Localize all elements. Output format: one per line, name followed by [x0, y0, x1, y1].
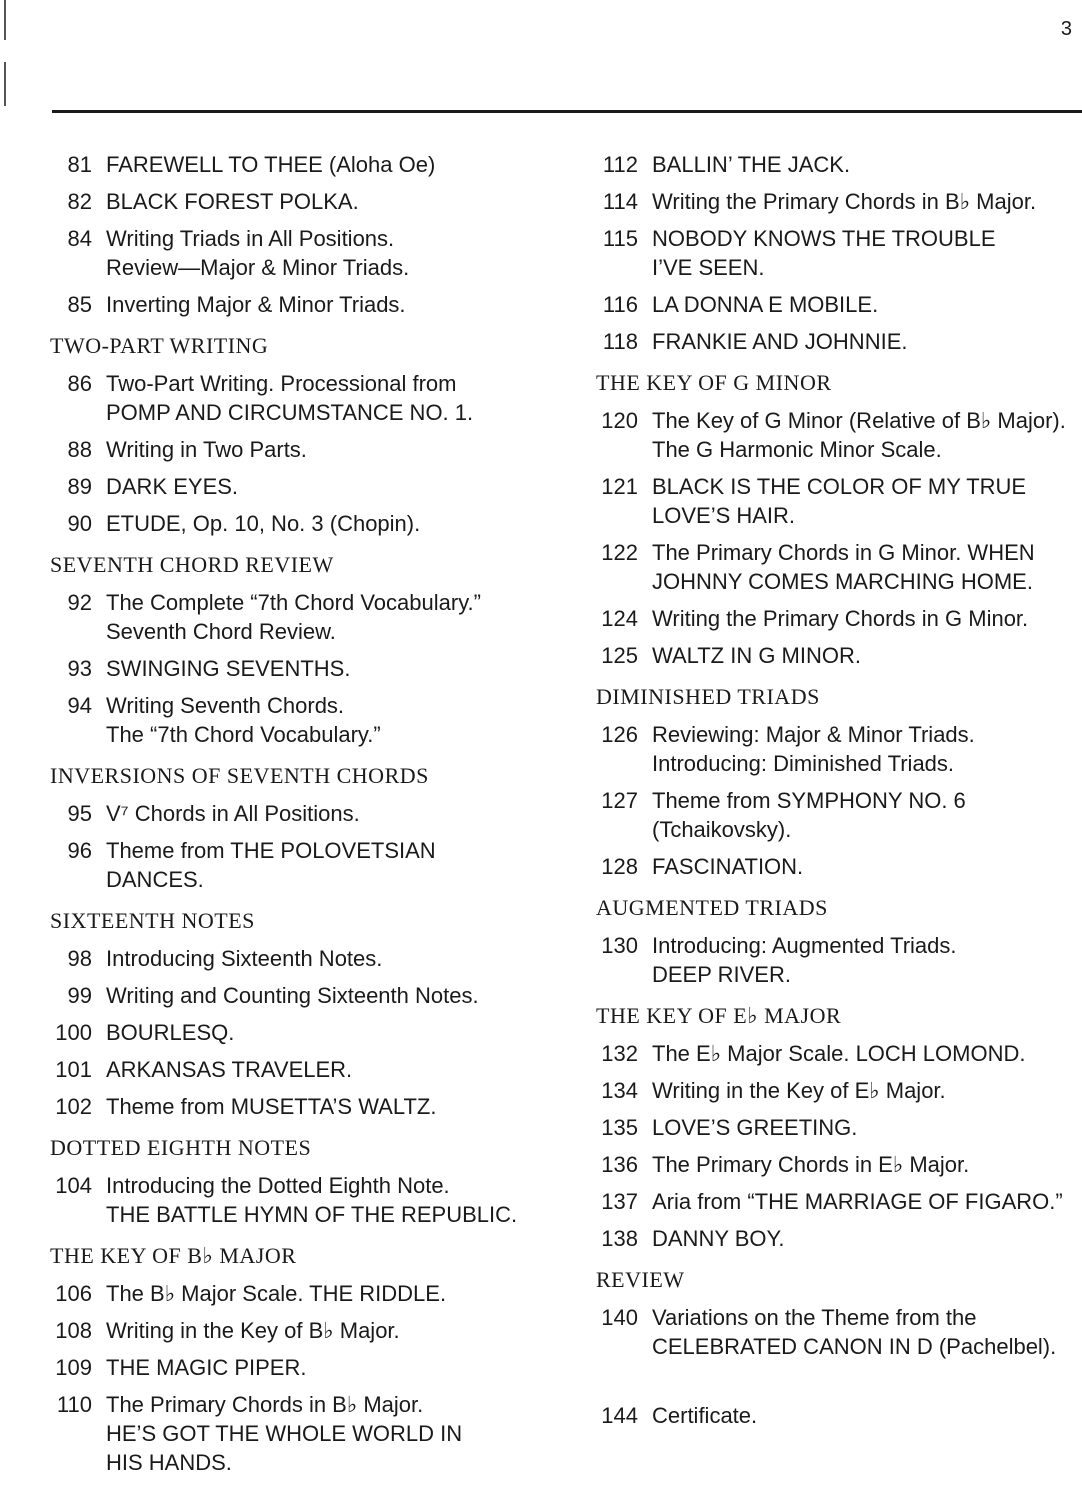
- entry-title: FAREWELL TO THEE (Aloha Oe): [106, 152, 436, 177]
- toc-entry: [50, 944, 560, 973]
- toc-entry: [50, 1353, 560, 1382]
- page-ref-number: 106: [55, 1281, 92, 1306]
- entry-title: The Primary Chords in E♭ Major.: [652, 1152, 970, 1177]
- section-heading: REVIEW: [596, 1267, 685, 1292]
- page-ref-number: 114: [602, 189, 638, 214]
- page-ref-number: 90: [67, 511, 92, 536]
- toc-entry: [50, 1390, 560, 1477]
- page-ref-number: 127: [601, 788, 638, 813]
- toc-entry: [50, 472, 560, 501]
- toc-entry: [596, 1224, 1082, 1253]
- toc-entry: [596, 327, 1082, 356]
- page-ref-number: 134: [601, 1078, 638, 1103]
- page-ref-number: 108: [55, 1318, 92, 1343]
- entry-title: DANNY BOY.: [652, 1226, 785, 1251]
- entry-title: SWINGING SEVENTHS.: [106, 656, 351, 681]
- page-ref-number: 115: [602, 226, 638, 251]
- toc-left-column: [50, 150, 560, 1485]
- entry-title: LOVE’S GREETING.: [652, 1115, 858, 1140]
- toc-entry: [596, 290, 1082, 319]
- page-ref-number: 96: [67, 838, 92, 863]
- page-ref-number: 126: [601, 722, 638, 747]
- toc-entry: [50, 836, 560, 894]
- entry-title: BALLIN’ THE JACK.: [652, 152, 851, 177]
- page-ref-number: 89: [67, 474, 92, 499]
- toc-entry: [596, 538, 1082, 596]
- entry-title: BLACK IS THE COLOR OF MY TRUE LOVE’S HAIR.: [652, 474, 1027, 528]
- page-ref-number: 93: [67, 656, 92, 681]
- toc-entry: [596, 931, 1082, 989]
- section-heading: DOTTED EIGHTH NOTES: [50, 1135, 312, 1160]
- entry-title: The E♭ Major Scale. LOCH LOMOND.: [652, 1041, 1026, 1066]
- section-heading: AUGMENTED TRIADS: [596, 895, 828, 920]
- page-ref-number: 88: [67, 437, 92, 462]
- page-ref-number: 85: [67, 292, 92, 317]
- entry-title: BOURLESQ.: [106, 1020, 235, 1045]
- page-ref-number: 112: [602, 152, 638, 177]
- entry-title: Writing Seventh Chords. The “7th Chord Vocabulary.”: [106, 693, 381, 747]
- entry-title: WALTZ IN G MINOR.: [652, 643, 861, 668]
- toc-entry: [596, 852, 1082, 881]
- entry-title: Theme from SYMPHONY NO. 6 (Tchaikovsky).: [652, 788, 966, 842]
- entry-title: Writing in the Key of B♭ Major.: [106, 1318, 400, 1343]
- entry-title: BLACK FOREST POLKA.: [106, 189, 359, 214]
- page-ref-number: 86: [67, 371, 92, 396]
- scan-edge-mark: [4, 0, 6, 40]
- toc-entry: [50, 1316, 560, 1345]
- toc-entry: [50, 1055, 560, 1084]
- entry-title: Theme from THE POLOVETSIAN DANCES.: [106, 838, 436, 892]
- toc-entry: [596, 604, 1082, 633]
- toc-entry: [596, 1113, 1082, 1142]
- entry-title: Reviewing: Major & Minor Triads. Introducing: Diminished Triads.: [652, 722, 975, 776]
- toc-entry: [50, 981, 560, 1010]
- section-heading: SEVENTH CHORD REVIEW: [50, 552, 334, 577]
- entry-title: The Primary Chords in B♭ Major. HE’S GOT THE WHOLE WORLD IN HIS HANDS.: [106, 1392, 463, 1475]
- toc-entry: [50, 1171, 560, 1229]
- spacer: [596, 1369, 1082, 1401]
- header-rule: [52, 110, 1082, 113]
- page-ref-number: 102: [55, 1094, 92, 1119]
- entry-title: THE MAGIC PIPER.: [106, 1355, 307, 1380]
- page-ref-number: 116: [602, 292, 638, 317]
- page-ref-number: 99: [67, 983, 92, 1008]
- toc-entry: [50, 509, 560, 538]
- page-ref-number: 82: [67, 189, 92, 214]
- toc-entry: [50, 290, 560, 319]
- scan-edge-mark: [4, 62, 6, 106]
- toc-entry: [596, 150, 1082, 179]
- entry-title: Inverting Major & Minor Triads.: [106, 292, 406, 317]
- toc-entry: [50, 799, 560, 828]
- page-ref-number: 121: [601, 474, 638, 499]
- toc-entry: [50, 224, 560, 282]
- toc-entry: [596, 1401, 1082, 1430]
- toc-entry: [50, 435, 560, 464]
- entry-title: ETUDE, Op. 10, No. 3 (Chopin).: [106, 511, 421, 536]
- entry-title: Introducing Sixteenth Notes.: [106, 946, 383, 971]
- entry-title: FASCINATION.: [652, 854, 804, 879]
- entry-title: Writing Triads in All Positions. Review—Major & Minor Triads.: [106, 226, 410, 280]
- toc-entry: [596, 1076, 1082, 1105]
- page-ref-number: 128: [601, 854, 638, 879]
- toc-entry: [596, 641, 1082, 670]
- toc-entry: [50, 369, 560, 427]
- entry-title: Theme from MUSETTA’S WALTZ.: [106, 1094, 437, 1119]
- section-heading: TWO-PART WRITING: [50, 333, 269, 358]
- entry-title: Variations on the Theme from the CELEBRATED CANON IN D (Pachelbel).: [652, 1305, 1057, 1359]
- section-heading: THE KEY OF G MINOR: [596, 370, 832, 395]
- page-ref-number: 136: [601, 1152, 638, 1177]
- section-heading: THE KEY OF B♭ MAJOR: [50, 1243, 297, 1268]
- entry-title: The Key of G Minor (Relative of B♭ Major). The G Harmonic Minor Scale.: [652, 408, 1066, 462]
- page-ref-number: 138: [601, 1226, 638, 1251]
- entry-title: Certificate.: [652, 1403, 758, 1428]
- entry-title: Writing the Primary Chords in G Minor.: [652, 606, 1029, 631]
- page-ref-number: 84: [67, 226, 92, 251]
- toc-entry: [50, 1092, 560, 1121]
- entry-title: The B♭ Major Scale. THE RIDDLE.: [106, 1281, 447, 1306]
- entry-title: Introducing the Dotted Eighth Note. THE BATTLE HYMN OF THE REPUBLIC.: [106, 1173, 518, 1227]
- page-ref-number: 104: [55, 1173, 92, 1198]
- page-ref-number: 120: [601, 408, 638, 433]
- entry-title: Writing the Primary Chords in B♭ Major.: [652, 189, 1037, 214]
- entry-title: Writing in the Key of E♭ Major.: [652, 1078, 946, 1103]
- toc-entry: [596, 786, 1082, 844]
- toc-entry: [50, 1018, 560, 1047]
- toc-entry: [596, 720, 1082, 778]
- entry-title: FRANKIE AND JOHNNIE.: [652, 329, 908, 354]
- entry-title: DARK EYES.: [106, 474, 239, 499]
- entry-title: Introducing: Augmented Triads. DEEP RIVER.: [652, 933, 957, 987]
- toc-entry: [596, 1039, 1082, 1068]
- entry-title: Writing in Two Parts.: [106, 437, 307, 462]
- section-heading: INVERSIONS OF SEVENTH CHORDS: [50, 763, 429, 788]
- page-ref-number: 124: [601, 606, 638, 631]
- page-ref-number: 101: [55, 1057, 92, 1082]
- entry-title: ARKANSAS TRAVELER.: [106, 1057, 353, 1082]
- toc-entry: [596, 406, 1082, 464]
- toc-entry: [596, 187, 1082, 216]
- page-ref-number: 135: [601, 1115, 638, 1140]
- toc-entry: [50, 150, 560, 179]
- entry-title: Writing and Counting Sixteenth Notes.: [106, 983, 479, 1008]
- toc-entry: [50, 654, 560, 683]
- page-ref-number: 137: [601, 1189, 638, 1214]
- section-heading: DIMINISHED TRIADS: [596, 684, 820, 709]
- toc-entry: [596, 1187, 1082, 1216]
- page-number: 3: [1060, 18, 1072, 40]
- toc-entry: [50, 187, 560, 216]
- page-ref-number: 95: [67, 801, 92, 826]
- page-ref-number: 100: [55, 1020, 92, 1045]
- toc-entry: [50, 691, 560, 749]
- page-ref-number: 144: [601, 1403, 638, 1428]
- toc-entry: [596, 1303, 1082, 1361]
- page-ref-number: 109: [55, 1355, 92, 1380]
- section-heading: THE KEY OF E♭ MAJOR: [596, 1003, 842, 1028]
- entry-title: The Primary Chords in G Minor. WHEN JOHNNY COMES MARCHING HOME.: [652, 540, 1035, 594]
- toc-entry: [596, 224, 1082, 282]
- page-ref-number: 140: [601, 1305, 638, 1330]
- entry-title: Aria from “THE MARRIAGE OF FIGARO.”: [652, 1189, 1063, 1214]
- entry-title: Two-Part Writing. Processional from POMP AND CIRCUMSTANCE NO. 1.: [106, 371, 474, 425]
- page-ref-number: 122: [601, 540, 638, 565]
- entry-title: LA DONNA E MOBILE.: [652, 292, 879, 317]
- page-ref-number: 118: [602, 329, 638, 354]
- page-ref-number: 110: [56, 1392, 92, 1417]
- entry-title: V⁷ Chords in All Positions.: [106, 801, 360, 826]
- toc-entry: [50, 1279, 560, 1308]
- toc-right-column: [596, 150, 1082, 1438]
- toc-entry: [50, 588, 560, 646]
- page-ref-number: 94: [67, 693, 92, 718]
- page-ref-number: 132: [601, 1041, 638, 1066]
- page-ref-number: 98: [67, 946, 92, 971]
- page-ref-number: 130: [601, 933, 638, 958]
- entry-title: NOBODY KNOWS THE TROUBLE I’VE SEEN.: [652, 226, 996, 280]
- toc-entry: [596, 1150, 1082, 1179]
- section-heading: SIXTEENTH NOTES: [50, 908, 255, 933]
- entry-title: The Complete “7th Chord Vocabulary.” Seventh Chord Review.: [106, 590, 481, 644]
- page-ref-number: 81: [67, 152, 92, 177]
- page-ref-number: 125: [601, 643, 638, 668]
- toc-entry: [596, 472, 1082, 530]
- page-ref-number: 92: [67, 590, 92, 615]
